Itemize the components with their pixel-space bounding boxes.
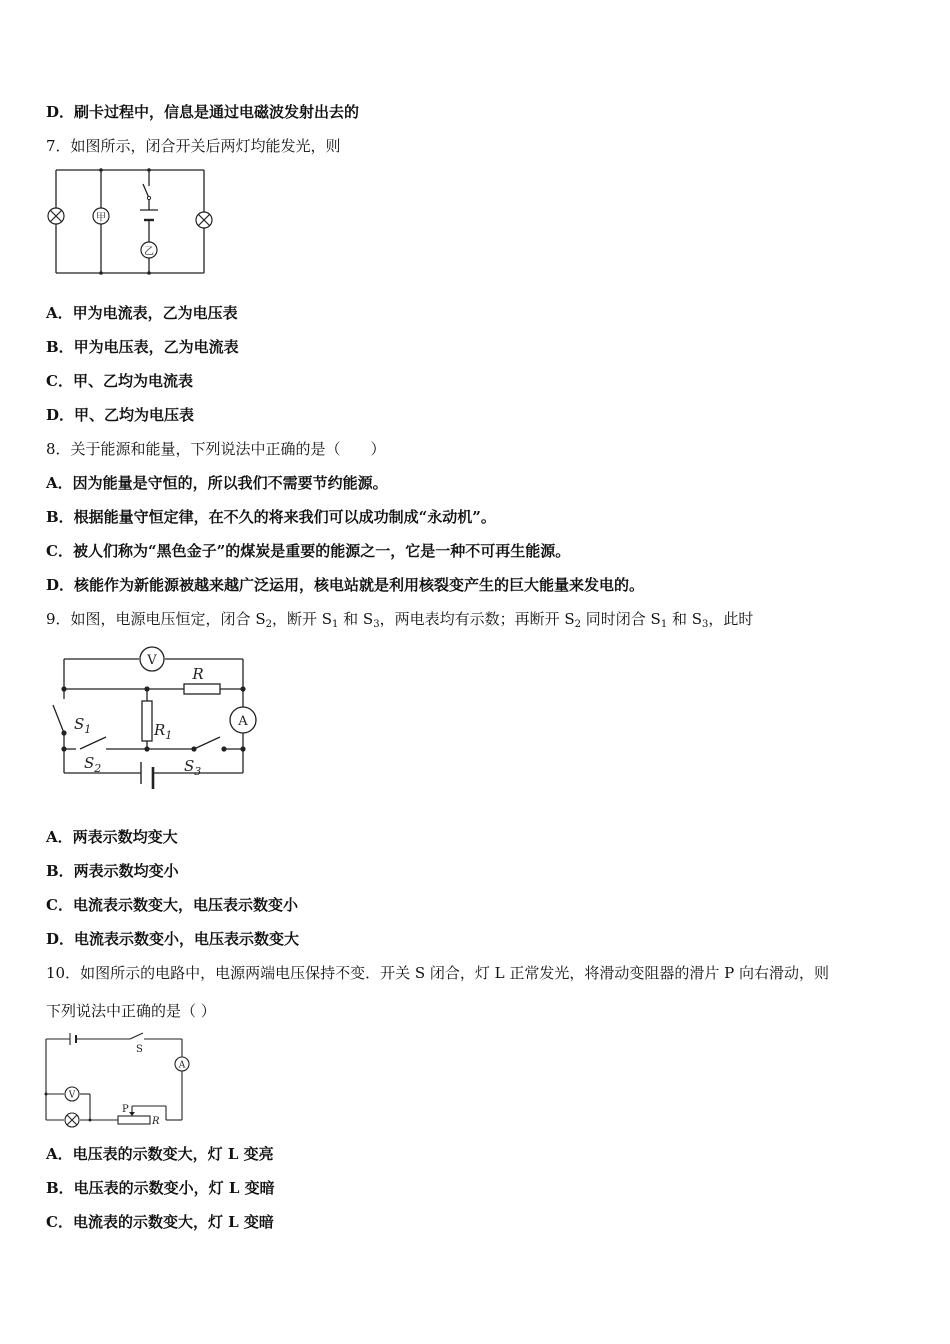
svg-text:S3: $S_3$ <box>184 757 202 778</box>
q10-option-a: A．电压表的示数变大，灯 L 变亮 <box>46 1145 274 1163</box>
q8-option-d: D．核能作为新能源被越来越广泛运用，核电站就是利用核裂变产生的巨大能量来发电的。 <box>46 576 645 594</box>
q10-voltmeter <box>65 1087 79 1101</box>
q7-meter-yi <box>141 242 157 258</box>
svg-text:A: A <box>238 714 248 729</box>
q7-switch-icon <box>143 184 151 200</box>
q10-switch <box>130 1033 143 1055</box>
q7-battery-icon <box>140 210 158 220</box>
q7-stem: 7．如图所示，闭合开关后两灯均能发光，则 <box>46 137 341 155</box>
q9-stem: 9．如图，电源电压恒定，闭合 $S_2$，断开 $S_1$ 和 $S_3$，两电表均有示数；再断开 $S_2$ 同时闭合 $S_1$ 和 $S_3$，此时 <box>46 610 754 630</box>
q10-battery-icon <box>70 1033 76 1045</box>
q9-battery-icon <box>141 762 153 789</box>
q9-option-c: C．电流表示数变大，电压表示数变小 <box>46 896 298 914</box>
q10-lamp-icon <box>65 1113 79 1127</box>
q7-option-a: A．甲为电流表，乙为电压表 <box>46 304 238 322</box>
q10-option-b: B．电压表的示数变小，灯 L 变暗 <box>46 1179 275 1197</box>
q9-resistor-r <box>184 665 220 694</box>
q7-meter-jia <box>93 208 109 224</box>
q9-resistor-r1 <box>142 701 172 742</box>
q7-circuit-diagram <box>40 160 230 280</box>
q9-option-b: B．两表示数均变小 <box>46 862 179 880</box>
q9-circuit-diagram <box>44 645 274 795</box>
q10-stem-line1: 10．如图所示的电路中，电源两端电压保持不变．开关 S 闭合，灯 L 正常发光，将滑动变阻器的滑片 P 向右滑动，则 <box>46 964 830 982</box>
svg-text:P: P <box>122 1104 129 1115</box>
q8-option-b: B．根据能量守恒定律，在不久的将来我们可以成功制成“永动机”。 <box>46 508 496 526</box>
q8-option-a: A．因为能量是守恒的，所以我们不需要节约能源。 <box>46 474 388 492</box>
svg-text:R: R <box>192 665 204 683</box>
svg-text:V: V <box>68 1090 76 1101</box>
q10-option-c: C．电流表的示数变大，灯 L 变暗 <box>46 1213 274 1231</box>
q9-option-d: D．电流表示数变小，电压表示数变大 <box>46 930 300 948</box>
q10-stem-line2: 下列说法中正确的是（ ） <box>46 1002 216 1020</box>
svg-text:R: R <box>152 1116 160 1127</box>
svg-text:V: V <box>147 653 157 668</box>
q7-option-b: B．甲为电压表，乙为电流表 <box>46 338 239 356</box>
q9-switch-s1 <box>53 705 91 736</box>
q8-option-c: C．被人们称为“黑色金子”的煤炭是重要的能源之一，它是一种不可再生能源。 <box>46 542 571 560</box>
svg-text:S: S <box>136 1044 143 1055</box>
q9-switch-s2 <box>64 737 106 775</box>
q10-circuit-diagram <box>40 1030 200 1130</box>
q7-left-lamp-icon <box>48 208 64 224</box>
q9-option-a: A．两表示数均变大 <box>46 828 178 846</box>
svg-text:S2: $S_2$ <box>84 754 102 775</box>
svg-text:R1: $R_1$ <box>154 721 173 742</box>
q9-voltmeter <box>140 647 164 671</box>
q10-ammeter <box>175 1057 189 1071</box>
svg-text:A: A <box>178 1060 186 1071</box>
q9-switch-s3 <box>184 737 220 778</box>
q9-ammeter <box>230 707 256 733</box>
svg-text:乙: 乙 <box>144 246 154 258</box>
q7-right-lamp-icon <box>196 212 212 228</box>
svg-text:甲: 甲 <box>96 212 106 224</box>
q10-rheostat <box>118 1104 160 1127</box>
q7-option-d: D．甲、乙均为电压表 <box>46 406 195 424</box>
q8-stem: 8．关于能源和能量，下列说法中正确的是（ ） <box>46 440 386 458</box>
q7-option-c: C．甲、乙均为电流表 <box>46 372 193 390</box>
prev-option-d: D．刷卡过程中，信息是通过电磁波发射出去的 <box>46 103 360 121</box>
svg-text:S1: $S_1$ <box>74 715 92 736</box>
